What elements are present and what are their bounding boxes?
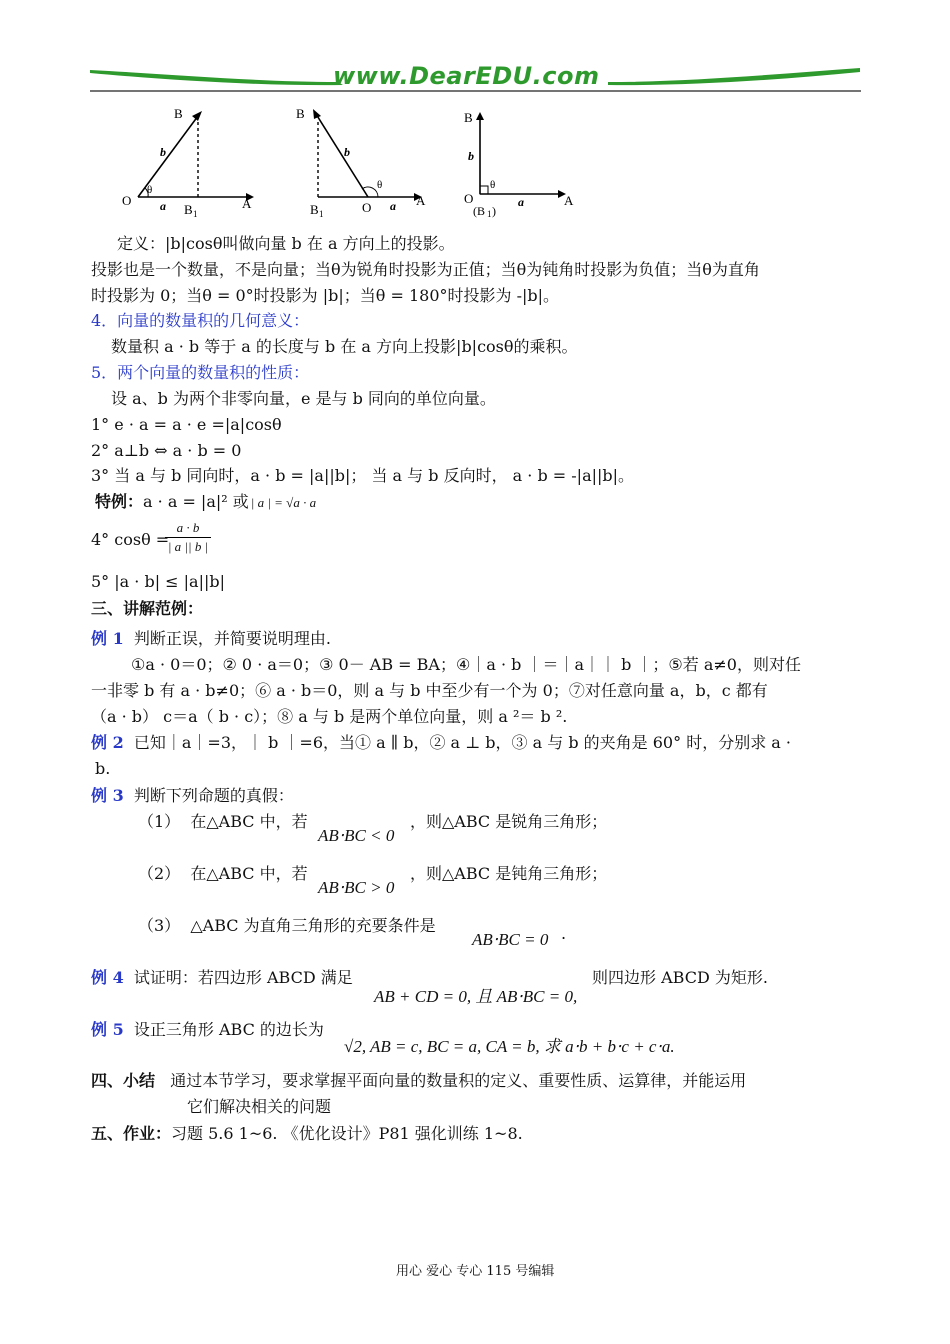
special-case-text: a · a = |a|² 或: [143, 492, 249, 511]
definition-line-3: 时投影为 0；当θ = 0°时投影为 |b|；当θ = 180°时投影为 -|b|。: [91, 286, 560, 305]
svg-text:B: B: [296, 106, 305, 121]
homework-line: [91, 1124, 523, 1144]
item-2-number: （2）: [138, 864, 181, 883]
example-3-item-1: [138, 812, 308, 832]
svg-text:B: B: [174, 106, 183, 121]
example-1-prompt: 判断正误，并简要说明理由.: [133, 629, 331, 648]
example-2-line-1: [91, 733, 791, 753]
property-4: [91, 530, 169, 550]
homework-text: 习题 5.6 1~6. 《优化设计》P81 强化训练 1~8.: [171, 1124, 523, 1143]
svg-text:B: B: [184, 202, 193, 217]
example-2-prompt: 已知｜a｜=3，｜ b ｜=6，当① a ∥ b，② a ⊥ b，③ a 与 b 的夹角是 60° 时，分别求 a ·: [133, 733, 791, 752]
svg-text:a: a: [390, 199, 396, 213]
example-5-text: 设正三角形 ABC 的边长为: [133, 1020, 324, 1039]
item-2-tail: ，则△ABC 是钝角三角形；: [410, 864, 608, 883]
example-2-label: 例 2: [91, 733, 124, 752]
example-3-line-1: [91, 786, 294, 806]
property-4-fraction: [165, 520, 211, 555]
figure-obtuse-projection: [290, 104, 440, 220]
svg-text:1: 1: [193, 209, 198, 219]
example-2-line-2: b.: [95, 759, 111, 778]
example-3-label: 例 3: [91, 786, 124, 805]
section-5-title: 5．两个向量的数量积的性质：: [91, 363, 310, 382]
homework-label: 五、作业：: [91, 1124, 172, 1143]
summary-label: 四、小结: [91, 1071, 156, 1090]
example-3-prompt: 判断下列命题的真假：: [133, 786, 294, 805]
example-4-label: 例 4: [91, 968, 124, 987]
svg-text:b: b: [468, 149, 474, 163]
svg-text:O: O: [464, 191, 474, 206]
fraction-numerator: a · b: [176, 520, 200, 535]
example-4-math: AB + CD = 0, 且 AB⋅BC = 0,: [374, 987, 578, 1006]
svg-text:a: a: [518, 195, 524, 209]
item-1-math: AB⋅BC < 0: [318, 826, 395, 845]
item-3-tail: .: [561, 924, 567, 943]
property-1: 1° e · a = a · e =|a|cosθ: [91, 415, 282, 434]
figure-acute-projection: [118, 104, 258, 220]
example-5: [91, 1020, 324, 1040]
examples-heading: 三、讲解范例：: [91, 599, 204, 618]
example-1-line-4: （a · b） c＝a（ b · c）；⑧ a 与 b 是两个单位向量，则 a ²＝ b ².: [91, 707, 568, 726]
item-3-number: （3）: [138, 916, 181, 935]
special-case: [95, 492, 316, 513]
property-5: 5° |a · b| ≤ |a||b|: [91, 572, 226, 591]
item-2-math: AB⋅BC > 0: [318, 878, 395, 897]
item-2-text: 在△ABC 中，若: [190, 864, 308, 883]
svg-text:b: b: [160, 145, 166, 159]
svg-text:(B: (B: [473, 204, 485, 218]
summary-text: 通过本节学习，要求掌握平面向量的数量积的定义、重要性质、运算律，并能运用: [170, 1071, 747, 1090]
svg-text:O: O: [122, 193, 132, 208]
figure-right-angle-projection: [460, 104, 590, 220]
svg-text:A: A: [564, 193, 574, 208]
property-4-prefix: 4° cosθ =: [91, 530, 170, 549]
example-4-text: 试证明：若四边形 ABCD 满足: [133, 968, 353, 987]
example-3-item-2: [138, 864, 308, 884]
example-5-label: 例 5: [91, 1020, 124, 1039]
section-4-text: 数量积 a · b 等于 a 的长度与 b 在 a 方向上投影|b|cosθ的乘积。: [111, 337, 578, 356]
property-2: 2° a⊥b ⇔ a · b = 0: [91, 441, 242, 460]
section-5-intro: 设 a、b 为两个非零向量，e 是与 b 同向的单位向量。: [111, 389, 496, 408]
example-1-line-2: ①a · 0＝0；② 0 · a＝0；③ 0－ AB = BA；④｜a · b ｜＝｜a｜｜ b ｜；⑤若 a≠0，则对任: [131, 655, 801, 674]
svg-text:1: 1: [319, 209, 324, 219]
svg-text:O: O: [362, 200, 372, 215]
example-1-line-1: [91, 629, 331, 649]
svg-text:): ): [492, 204, 496, 218]
fraction-denominator: | a || b |: [167, 539, 209, 554]
example-1-label: 例 1: [91, 629, 124, 648]
example-4: [91, 968, 353, 988]
example-4-tail: 则四边形 ABCD 为矩形.: [592, 968, 768, 987]
property-3: 3° 当 a 与 b 同向时，a · b = |a||b|； 当 a 与 b 反向时， a · b = -|a||b|。: [91, 466, 635, 485]
item-3-text: △ABC 为直角三角形的充要条件是: [190, 916, 436, 935]
site-logo-text: www.DearEDU.com: [333, 62, 600, 90]
svg-text:θ: θ: [377, 179, 383, 191]
header-banner: [88, 60, 863, 100]
svg-text:B: B: [464, 110, 473, 125]
definition-line-2: 投影也是一个数量，不是向量；当θ为锐角时投影为正值；当θ为钝角时投影为负值；当θ为直角: [91, 260, 760, 279]
summary-line-2: 它们解决相关的问题: [187, 1097, 332, 1116]
example-5-math: √2, AB = c, BC = a, CA = b, 求 a⋅b + b⋅c + c⋅a.: [344, 1037, 675, 1056]
svg-text:θ: θ: [490, 179, 496, 191]
svg-text:1: 1: [487, 209, 492, 219]
item-1-tail: ，则△ABC 是锐角三角形；: [410, 812, 608, 831]
special-case-label: 特例：: [95, 492, 144, 511]
definition-line-1: 定义：|b|cosθ叫做向量 b 在 a 方向上的投影。: [117, 234, 455, 253]
svg-text:b: b: [344, 145, 350, 159]
svg-text:A: A: [242, 196, 252, 211]
svg-text:A: A: [416, 193, 426, 208]
special-case-root: | a | = √a · a: [250, 495, 317, 510]
item-3-math: AB⋅BC = 0: [472, 930, 549, 949]
item-1-number: （1）: [138, 812, 181, 831]
svg-text:θ: θ: [147, 184, 153, 196]
svg-text:B: B: [310, 202, 319, 217]
footer-text: 用心 爱心 专心 115 号编辑: [396, 1264, 555, 1279]
svg-text:a: a: [160, 199, 166, 213]
example-3-item-3: [138, 916, 436, 936]
summary-line-1: [91, 1071, 746, 1091]
section-4-title: 4．向量的数量积的几何意义：: [91, 311, 310, 330]
example-1-line-3: 一非零 b 有 a · b≠0；⑥ a · b＝0，则 a 与 b 中至少有一个为 0；⑦对任意向量 a，b，c 都有: [91, 681, 768, 700]
item-1-text: 在△ABC 中，若: [190, 812, 308, 831]
